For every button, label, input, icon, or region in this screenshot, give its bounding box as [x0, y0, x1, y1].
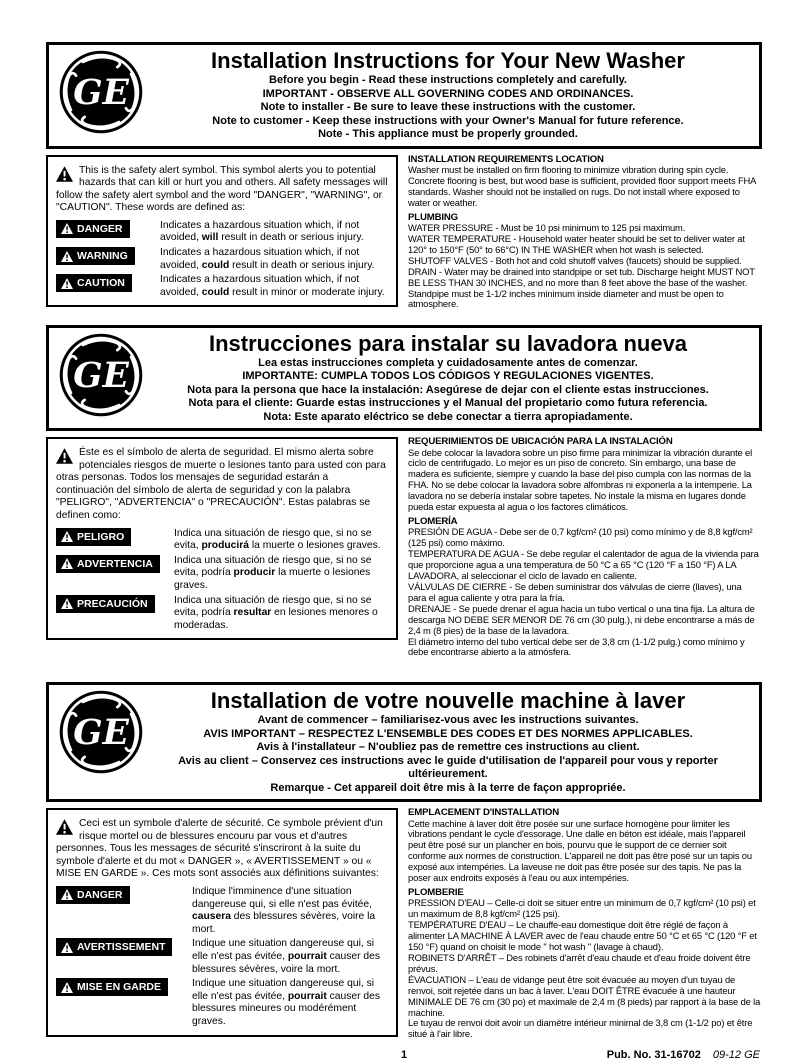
safety-intro-text: This is the safety alert symbol. This symbol alerts you to potential hazards that can kill or hurt you and others. All safety messages will follow the safety alert symbol and the word "DANGER", "WARNING", or "CAUTION". These words are defined as: [56, 164, 388, 214]
safety-label-row [56, 595, 388, 633]
badge-label: ADVERTENCIA [77, 557, 153, 570]
safety-label-row [56, 247, 388, 272]
requirements-heading: REQUERIMIENTOS DE UBICACIÓN PARA LA INSTALACIÓN [408, 436, 673, 447]
safety-alert-icon [56, 448, 73, 469]
plumbing-paragraph: PRESIÓN DE AGUA - Debe ser de 0,7 kgf/cm² (10 psi) como mínimo y de 8,8 kgf/cm² (125 psi) como máximo. [408, 526, 753, 549]
requirements-column [408, 433, 762, 658]
badge-column [56, 595, 174, 615]
header-note: Remarque - Cet appareil doit être mis à la terre de façon appropriée. [270, 781, 626, 794]
warning-triangle-icon [61, 251, 73, 262]
plumbing-paragraph: El diámetro interno del tubo vertical debe ser de 3,8 cm (1-1/2 pulg.) como mínimo y debe encontrarse abierto a la atmósfera. [408, 635, 745, 658]
mise-en-garde-badge [56, 978, 168, 996]
requirements-column [408, 804, 762, 1040]
pub-number-label: Pub. No. 31-16702 [606, 1049, 701, 1062]
badge-label: PRECAUCIÓN [77, 597, 148, 610]
advertencia-badge [56, 555, 160, 573]
svg-text:GE: GE [73, 713, 129, 754]
page-title: Instrucciones para instalar su lavadora nueva [208, 330, 688, 356]
requirements-paragraph: Se debe colocar la lavadora sobre un piso firme para minimizar la vibración durante el ciclo de centrifugado. Lo mejor es un piso de concreto. Sin embargo, una base de madera es suficiente, siempre y cuando la base del piso cumpla con las normas de la FHA. No se debe colocar la lavadora sobre alfombras ni exponerla a la intemperie. La lavadora no se debería instalar sobre tapetes. No instale la misma en lugares donde pueda estar expuesta al agua o los factores climáticos. [408, 446, 753, 513]
safety-intro [56, 818, 388, 881]
safety-label-row [56, 274, 388, 299]
header-note: Avis à l'installateur – N'oubliez pas de remettre ces instructions au client. [256, 741, 640, 753]
section-body [46, 437, 762, 674]
header-note: Note to installer - Be sure to leave these instructions with the customer. [260, 101, 636, 113]
ge-logo [58, 332, 144, 418]
svg-text:GE: GE [73, 355, 129, 396]
badge-description: Indicates a hazardous situation which, if not avoided, will result in death or serious injury. [160, 219, 364, 244]
header-note: Note - This appliance must be properly grounded. [318, 128, 578, 140]
safety-alert-icon [56, 819, 73, 840]
pub-edition: 09-12 GE [712, 1049, 760, 1062]
page-title: Installation de votre nouvelle machine à laver [210, 688, 686, 713]
safety-intro-text: Éste es el símbolo de alerta de seguridad. El mismo alerta sobre potenciales riesgos de muerte o lesiones tanto para usted con para otras personas. Todos los mensajes de seguridad estarán a continuación del símbolo de alerta de seguridad y con la palabra "PELIGRO", "ADVERTENCIA" o "PRECAUCIÓN". Estas palabras se definen como: [56, 447, 386, 521]
plumbing-paragraph: WATER TEMPERATURE - Household water heater should be set to deliver water at 120° to 150°F (50° to 66°C) IN THE WASHER when hot wash is selected. [408, 233, 745, 255]
badge-column [56, 220, 160, 240]
badge-description: Indique l'imminence d'une situation dangereuse qui, si elle n'est pas évitée, causera des blessures sévères, voire la mort. [192, 885, 376, 935]
warning-triangle-icon [61, 278, 73, 289]
header-note: IMPORTANT - OBSERVE ALL GOVERNING CODES AND ORDINANCES. [262, 87, 634, 100]
peligro-badge [56, 528, 131, 546]
badge-label: AVERTISSEMENT [77, 941, 166, 954]
safety-label-row [56, 220, 388, 245]
badge-description: Indica una situación de riesgo que, si no se evita, podría producir la muerte o lesiones graves. [174, 554, 372, 591]
header-note: Nota para la persona que hace la instalación: Asegúrese de dejar con el cliente estas instrucciones. [187, 383, 709, 396]
header-note: Lea estas instrucciones completa y cuidadosamente antes de comenzar. [258, 356, 638, 369]
badge-description: Indique une situation dangereuse qui, si elle n'est pas évitée, pourrait causer des blessures sévères, voire la mort. [192, 938, 380, 975]
badge-column [56, 886, 192, 906]
section-header-box [46, 42, 762, 149]
avertissement-badge [56, 938, 172, 956]
section-body [46, 155, 762, 317]
badge-column [56, 938, 192, 958]
publication-number [607, 1048, 760, 1062]
requirements-column [408, 151, 762, 311]
header-note: Nota: Este aparato eléctrico se debe conectar a tierra apropiadamente. [263, 410, 633, 423]
warning-badge [56, 247, 135, 265]
plumbing-paragraph: DRENAJE - Se puede drenar el agua hacia un tubo vertical o una tina fija. La altura de descarga NO DEBE SER MENOR DE 76 cm (30 pulg.), ni debe encontrarse a más de 2,4 m (8 pies) de la base de la lavadora. [408, 602, 755, 636]
badge-label: WARNING [77, 250, 128, 263]
precaucion-badge [56, 595, 155, 613]
badge-column [56, 528, 174, 548]
plumbing-paragraph: TEMPERATURA DE AGUA - Se debe regular el calentador de agua de la vivienda para que proporcione agua a una temperatura de 50 °C a 65 °C (120 °F a 150 °F) A LA LAVADORA, al seleccionar el ciclo de lavado en caliente. [408, 548, 759, 582]
header-note: AVIS IMPORTANT – RESPECTEZ L'ENSEMBLE DES CODES ET DES NORMES APPLICABLES. [203, 727, 693, 740]
section-body [46, 808, 762, 1040]
safety-definitions-box [46, 437, 398, 640]
plumbing-paragraph: DRAIN - Water may be drained into standpipe or set tub. Discharge height MUST NOT BE LESS THAN 30 INCHES, and no more than 8 feet above the base of the washer. Standpipe must be 1-1/2 inches minimum inside diameter and must be open to atmosphere. [408, 265, 755, 310]
badge-label: MISE EN GARDE [77, 981, 162, 994]
warning-triangle-icon [61, 942, 73, 953]
requirements-paragraph: Washer must be installed on firm flooring to minimize vibration during spin cycle. Concrete flooring is best, but wood base is sufficient, provided floor support meets FHA standards. Washer should not be installed on rugs. Do not install where exposed to water or weather. [408, 164, 756, 208]
badge-description: Indicates a hazardous situation which, if not avoided, could result in death or serious injury. [160, 247, 375, 271]
plumbing-heading: PLOMERÍA [408, 515, 458, 527]
safety-label-row [56, 938, 388, 976]
header-note: Avant de commencer – familiarisez-vous avec les instructions suivantes. [257, 714, 639, 726]
header-note: Before you begin - Read these instructions completely and carefully. [269, 74, 627, 86]
requirements-heading: EMPLACEMENT D'INSTALLATION [408, 807, 559, 818]
page-number: 1 [400, 1049, 408, 1062]
safety-intro [56, 165, 388, 215]
safety-label-row [56, 978, 388, 1028]
requirements-heading: INSTALLATION REQUIREMENTS LOCATION [408, 153, 604, 165]
safety-definitions-box [46, 808, 398, 1037]
badge-description: Indique une situation dangereuse qui, si elle n'est pas évitée, pourrait causer des blessures mineures ou modérément graves. [192, 978, 380, 1027]
safety-alert-icon [56, 166, 73, 187]
safety-label-row [56, 555, 388, 593]
badge-label: PELIGRO [77, 530, 125, 543]
plumbing-paragraph: TEMPÉRATURE D'EAU – Le chauffe-eau domestique doit être réglé de façon à alimenter LA MACHINE À LAVER avec de l'eau chaude entre 50 °C et 65 °C (120 °F et 150 °F) quand on choisit le mode " hot wash " (lavage à chaud). [408, 919, 757, 953]
warning-triangle-icon [61, 558, 73, 569]
page-title: Installation Instructions for Your New Washer [211, 48, 685, 73]
warning-triangle-icon [61, 982, 73, 993]
badge-column [56, 555, 174, 575]
safety-intro-text: Ceci est un symbole d'alerte de sécurité. Ce symbole prévient d'un risque mortel ou de blessures encouru par vous et d'autres personnes. Tous les messages de sécurité s'inscriront à la suite du symbole d'alerte et du mot « DANGER », « AVERTISSEMENT » ou « MISE EN GARDE ». Ces mots sont associés aux définitions suivantes: [56, 818, 383, 880]
badge-label: DANGER [77, 222, 123, 235]
ge-logo [58, 49, 144, 135]
badge-description: Indica una situación de riesgo que, si no se evita, producirá la muerte o lesiones graves. [174, 527, 381, 552]
warning-triangle-icon [61, 531, 73, 542]
page-footer [46, 1048, 762, 1062]
danger-badge [56, 220, 130, 238]
header-note: IMPORTANTE: CUMPLA TODOS LOS CÓDIGOS Y REGULACIONES VIGENTES. [242, 370, 654, 382]
safety-intro [56, 447, 388, 523]
requirements-paragraph: Cette machine à laver doit être posée sur une surface homogène pour limiter les vibrations pendant le cycle d'essorage. Une dalle en béton est idéale, mais l'appareil peut être posé sur un plancher en bois, pourvu que le support de ce dernier soit conforme aux normes de construction. L'appareil ne doit pas être posé sur un tapis ou exposé aux intempéries. La laveuse ne doit pas être posée sur des tapis. Ne pas la poser aux endroits exposés à l'eau ou aux intempéries. [408, 817, 752, 884]
svg-text:GE: GE [73, 73, 129, 114]
plumbing-paragraph: ÉVACUATION – L'eau de vidange peut être soit évacuée au moyen d'un tuyau de renvoi, soit rejetée dans un bac à laver. L'eau DOIT ÊTRE évacuée à une hauteur MINIMALE DE 76 cm (30 po) et maximale de 2,4 m (8 pieds) par rapport à la base de la machine. [408, 973, 761, 1018]
badge-column [56, 978, 192, 998]
badge-label: DANGER [77, 888, 123, 901]
header-note: Nota para el cliente: Guarde estas instrucciones y el Manual del propietario como futura referencia. [188, 397, 708, 409]
ge-logo [58, 689, 144, 775]
warning-triangle-icon [61, 598, 73, 609]
badge-label: CAUTION [77, 277, 125, 290]
safety-label-row [56, 886, 388, 936]
plumbing-paragraph: SHUTOFF VALVES - Both hot and cold shutoff valves (faucets) should be supplied. [408, 254, 742, 266]
plumbing-paragraph: VÁLVULAS DE CIERRE - Se deben suministrar dos válvulas de cierre (llaves), una para el agua caliente y otra para la fría. [408, 580, 742, 603]
section-header-box [46, 325, 762, 432]
safety-label-row [56, 528, 388, 553]
section-french [46, 682, 762, 1040]
section-header-box [46, 682, 762, 802]
plumbing-heading: PLOMBERIE [408, 886, 464, 898]
safety-definitions-box [46, 155, 398, 308]
plumbing-paragraph: WATER PRESSURE - Must be 10 psi minimum to 125 psi maximum. [408, 222, 686, 234]
header-note: Note to customer - Keep these instructions with your Owner's Manual for future reference. [212, 114, 684, 127]
section-english [46, 42, 762, 317]
header-note: Avis au client – Conservez ces instructions avec le guide d'utilisation de l'appareil pour vous y reporter ultérieurement. [178, 754, 718, 780]
plumbing-paragraph: PRESSION D'EAU – Celle-ci doit se situer entre un minimum de 0,7 kgf/cm² (10 psi) et un maximum de 8,8 kgf/cm² (125 psi). [408, 897, 756, 920]
warning-triangle-icon [61, 889, 73, 900]
badge-column [56, 274, 160, 294]
danger-badge [56, 886, 130, 904]
section-spanish [46, 325, 762, 675]
caution-badge [56, 274, 132, 292]
warning-triangle-icon [61, 223, 73, 234]
plumbing-paragraph: Le tuyau de renvoi doit avoir un diamètre intérieur minimal de 3,8 cm (1-1/2 po) et être situé à l'air libre. [408, 1017, 753, 1040]
badge-column [56, 247, 160, 267]
badge-description: Indicates a hazardous situation which, if not avoided, could result in minor or moderate injury. [160, 274, 385, 298]
badge-description: Indica una situación de riesgo que, si no se evita, podría resultar en lesiones menores o moderadas. [174, 594, 378, 631]
plumbing-paragraph: ROBINETS D'ARRÊT – Des robinets d'arrêt d'eau chaude et d'eau froide doivent être prévus. [408, 951, 751, 974]
plumbing-heading: PLUMBING [408, 211, 458, 223]
